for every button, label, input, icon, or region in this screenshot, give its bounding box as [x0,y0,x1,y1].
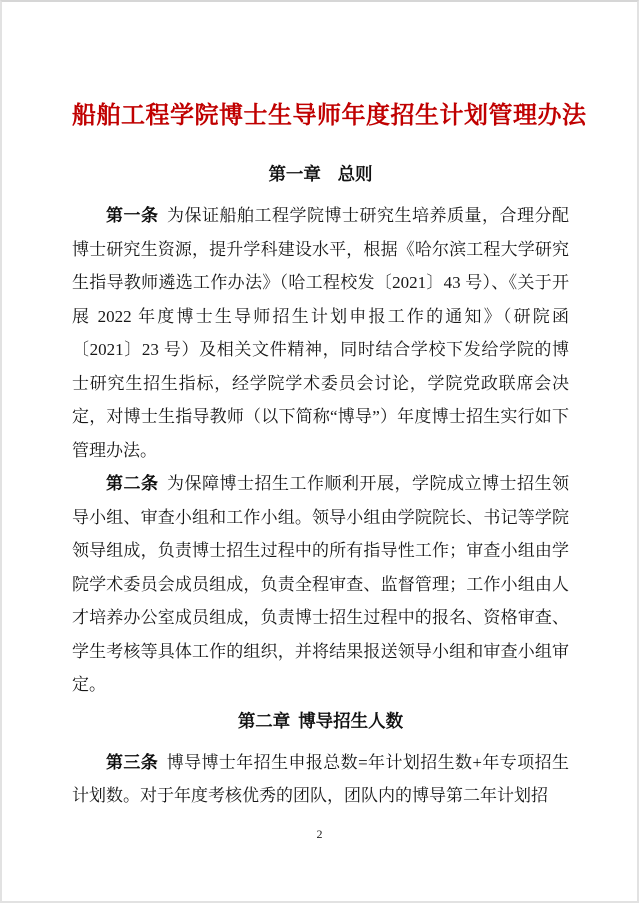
document-title: 船舶工程学院博士生导师年度招生计划管理办法 [72,102,587,129]
chapter-1-heading [72,161,569,187]
article-2-lead: 第二条 [106,474,159,493]
chapter-2-number: 第二章 [237,710,291,731]
page-number: 2 [316,827,323,841]
article-2-text: 为保障博士招生工作顺利开展，学院成立博士招生领导小组、审查小组和工作小组。领导小组由学院院长、书记等学院领导组成，负责博士招生过程中的所有指导性工作；审查小组由学院学术委员会成员组成，负责全程审查、监督管理；工作小组由人才培养办公室成员组成，负责博士招生过程中的报名、资格审查、学生考核等具体工作的组织，并将结果报送领导小组和审查小组审定。 [72,474,569,694]
article-2-paragraph [72,467,569,702]
chapter-2-heading [72,708,569,734]
article-1-paragraph [72,199,569,467]
article-1-lead: 第一条 [106,206,159,225]
article-3-paragraph [72,746,569,813]
article-1-text: 为保证船舶工程学院博士研究生培养质量，合理分配博士研究生资源，提升学科建设水平，根据《哈尔滨工程大学研究生指导教师遴选工作办法》（哈工程校发〔2021〕43 号）、《关于开展 2022 年度博士生导师招生计划申报工作的通知》（研院函〔2021〕23 号）及相关文件精神，同时结合学校下发给学院的博士研究生招生指标，经学院学术委员会讨论，学院党政联席会决定，对博士生指导教师（以下简称“博导”）年度博士招生实行如下管理办法。 [72,206,569,460]
article-3-lead: 第三条 [106,752,159,772]
article-3-text: 博导博士年招生申报总数=年计划招生数+年专项招生计划数。对于年度考核优秀的团队，团队内的博导第二年计划招 [72,752,569,805]
chapter-1-name: 总则 [337,164,373,184]
document-content [2,2,637,813]
page-footer [2,825,637,843]
chapter-1-number: 第一章 [268,164,321,184]
chapter-2-name: 博导招生人数 [298,710,404,731]
